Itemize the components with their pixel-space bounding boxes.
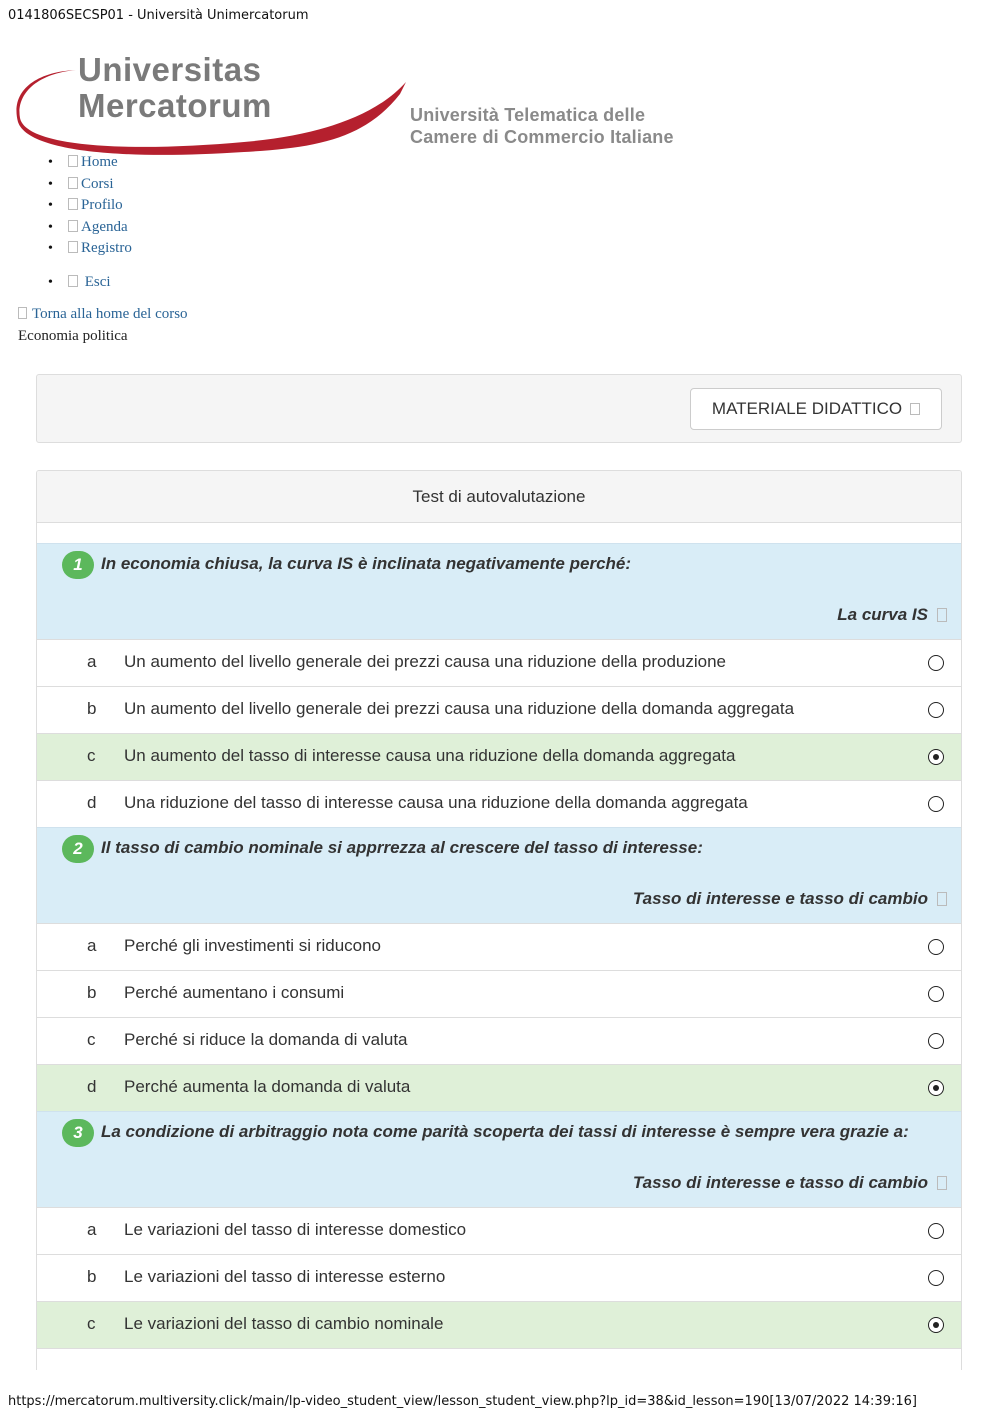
answer-radio[interactable] [928,796,944,812]
answer-row-selected[interactable] [37,1064,961,1111]
question-number-badge: 1 [62,551,94,579]
answer-row[interactable] [37,1017,961,1064]
info-icon[interactable] [937,892,947,906]
nav-label: Profilo [81,197,123,213]
answer-letter: c [87,1314,96,1333]
question-text: In economia chiusa, la curva IS è inclinata negativamente perché: [101,554,632,573]
chevron-down-icon [910,403,920,415]
answer-row[interactable] [37,970,961,1017]
list-icon [68,241,78,253]
answer-text: Perché si riduce la domanda di valuta [124,1030,408,1049]
logo-sub2: Camere di Commercio Italiane [410,127,674,147]
nav-label: Esci [84,273,111,290]
answer-letter: a [87,1220,97,1239]
answer-row-selected[interactable] [37,733,961,780]
answer-radio[interactable] [928,1223,944,1239]
question-topic-link[interactable]: Tasso di interesse e tasso di cambio [632,889,928,908]
university-logo[interactable] [14,48,714,158]
answer-radio-checked[interactable] [928,1080,944,1096]
question-text: Il tasso di cambio nominale si apprrezza al crescere del tasso di interesse: [101,838,703,857]
answer-text: Perché aumenta la domanda di valuta [124,1077,411,1096]
nav-item-home[interactable] [0,152,132,174]
answer-radio[interactable] [928,702,944,718]
info-icon[interactable] [937,1176,947,1190]
answer-radio[interactable] [928,939,944,955]
nav-item-logout[interactable] [0,272,132,294]
book-icon [68,177,78,189]
answer-radio[interactable] [928,986,944,1002]
nav-label: Agenda [81,218,128,235]
main-nav [0,152,132,293]
calendar-icon [68,220,78,232]
home-icon [68,155,78,167]
question-topic-link[interactable]: La curva IS [837,605,928,624]
answer-letter: b [87,1267,97,1286]
answer-letter: c [87,1030,96,1049]
logo-title [78,52,272,124]
back-to-course-link[interactable] [18,306,188,323]
nav-label: Corsi [81,175,114,192]
answer-text: Un aumento del livello generale dei prezzi causa una riduzione della produzione [124,652,726,671]
answer-text: Una riduzione del tasso di interesse causa una riduzione della domanda aggregata [124,793,748,812]
nav-item-agenda[interactable] [0,217,132,239]
answer-row-partial [37,1348,961,1370]
nav-label: Home [81,154,118,170]
question-header [37,543,961,639]
arrow-left-icon [18,307,27,319]
info-icon[interactable] [937,608,947,622]
answer-text: Perché aumentano i consumi [124,983,345,1002]
material-panel [36,374,962,443]
materiale-didattico-button[interactable] [690,388,942,430]
answer-radio-checked[interactable] [928,1317,944,1333]
materiale-label: MATERIALE DIDATTICO [711,399,903,418]
answer-row-selected[interactable] [37,1301,961,1348]
nav-item-registro[interactable] [0,238,132,260]
answer-row[interactable] [37,923,961,970]
answer-letter: b [87,699,97,718]
answer-text: Un aumento del livello generale dei prezzi causa una riduzione della domanda aggregata [124,699,795,718]
nav-item-profilo[interactable] [0,195,132,217]
nav-label: Registro [81,240,132,256]
answer-letter: b [87,983,97,1002]
answer-letter: d [87,793,97,812]
question-header [37,1111,961,1207]
answer-letter: a [87,652,97,671]
user-icon [68,198,78,210]
question-number-badge: 3 [62,1119,94,1147]
course-name: Economia politica [18,328,128,344]
test-panel [36,470,962,1370]
answer-radio[interactable] [928,1033,944,1049]
answer-row[interactable] [37,1207,961,1254]
answer-row[interactable] [37,686,961,733]
print-header: 0141806SECSP01 - Università Unimercatorum [8,8,309,23]
answer-row[interactable] [37,1254,961,1301]
logo-sub1: Università Telematica delle [410,105,646,125]
answer-row[interactable] [37,780,961,827]
answer-text: Le variazioni del tasso di interesse esterno [124,1267,446,1286]
back-link-label: Torna alla home del corso [32,306,188,322]
question-text: La condizione di arbitraggio nota come parità scoperta dei tassi di interesse è sempre vera grazie a: [101,1122,909,1141]
answer-radio-checked[interactable] [928,749,944,765]
answer-letter: c [87,746,96,765]
test-title: Test di autovalutazione [37,471,961,523]
question-header [37,827,961,923]
logout-icon [68,275,78,287]
nav-item-corsi[interactable] [0,174,132,196]
answer-text: Un aumento del tasso di interesse causa una riduzione della domanda aggregata [124,746,736,765]
question-number-badge: 2 [62,835,94,863]
answer-radio[interactable] [928,655,944,671]
answer-text: Le variazioni del tasso di interesse domestico [124,1220,467,1239]
answer-text: Perché gli investimenti si riducono [124,936,382,955]
logo-line2: Mercatorum [78,87,272,124]
answer-letter: a [87,936,97,955]
print-footer: https://mercatorum.multiversity.click/main/lp-video_student_view/lesson_student_view.php?lp_id=38&id_lesson=190[13/07/2022 14:39:16] [8,1394,917,1409]
answer-text: Le variazioni del tasso di cambio nominale [124,1314,444,1333]
answer-letter: d [87,1077,97,1096]
answer-row[interactable] [37,639,961,686]
logo-subtitle [410,104,674,148]
logo-line1: Universitas [78,51,262,88]
answer-radio[interactable] [928,1270,944,1286]
question-topic-link[interactable]: Tasso di interesse e tasso di cambio [632,1173,928,1192]
